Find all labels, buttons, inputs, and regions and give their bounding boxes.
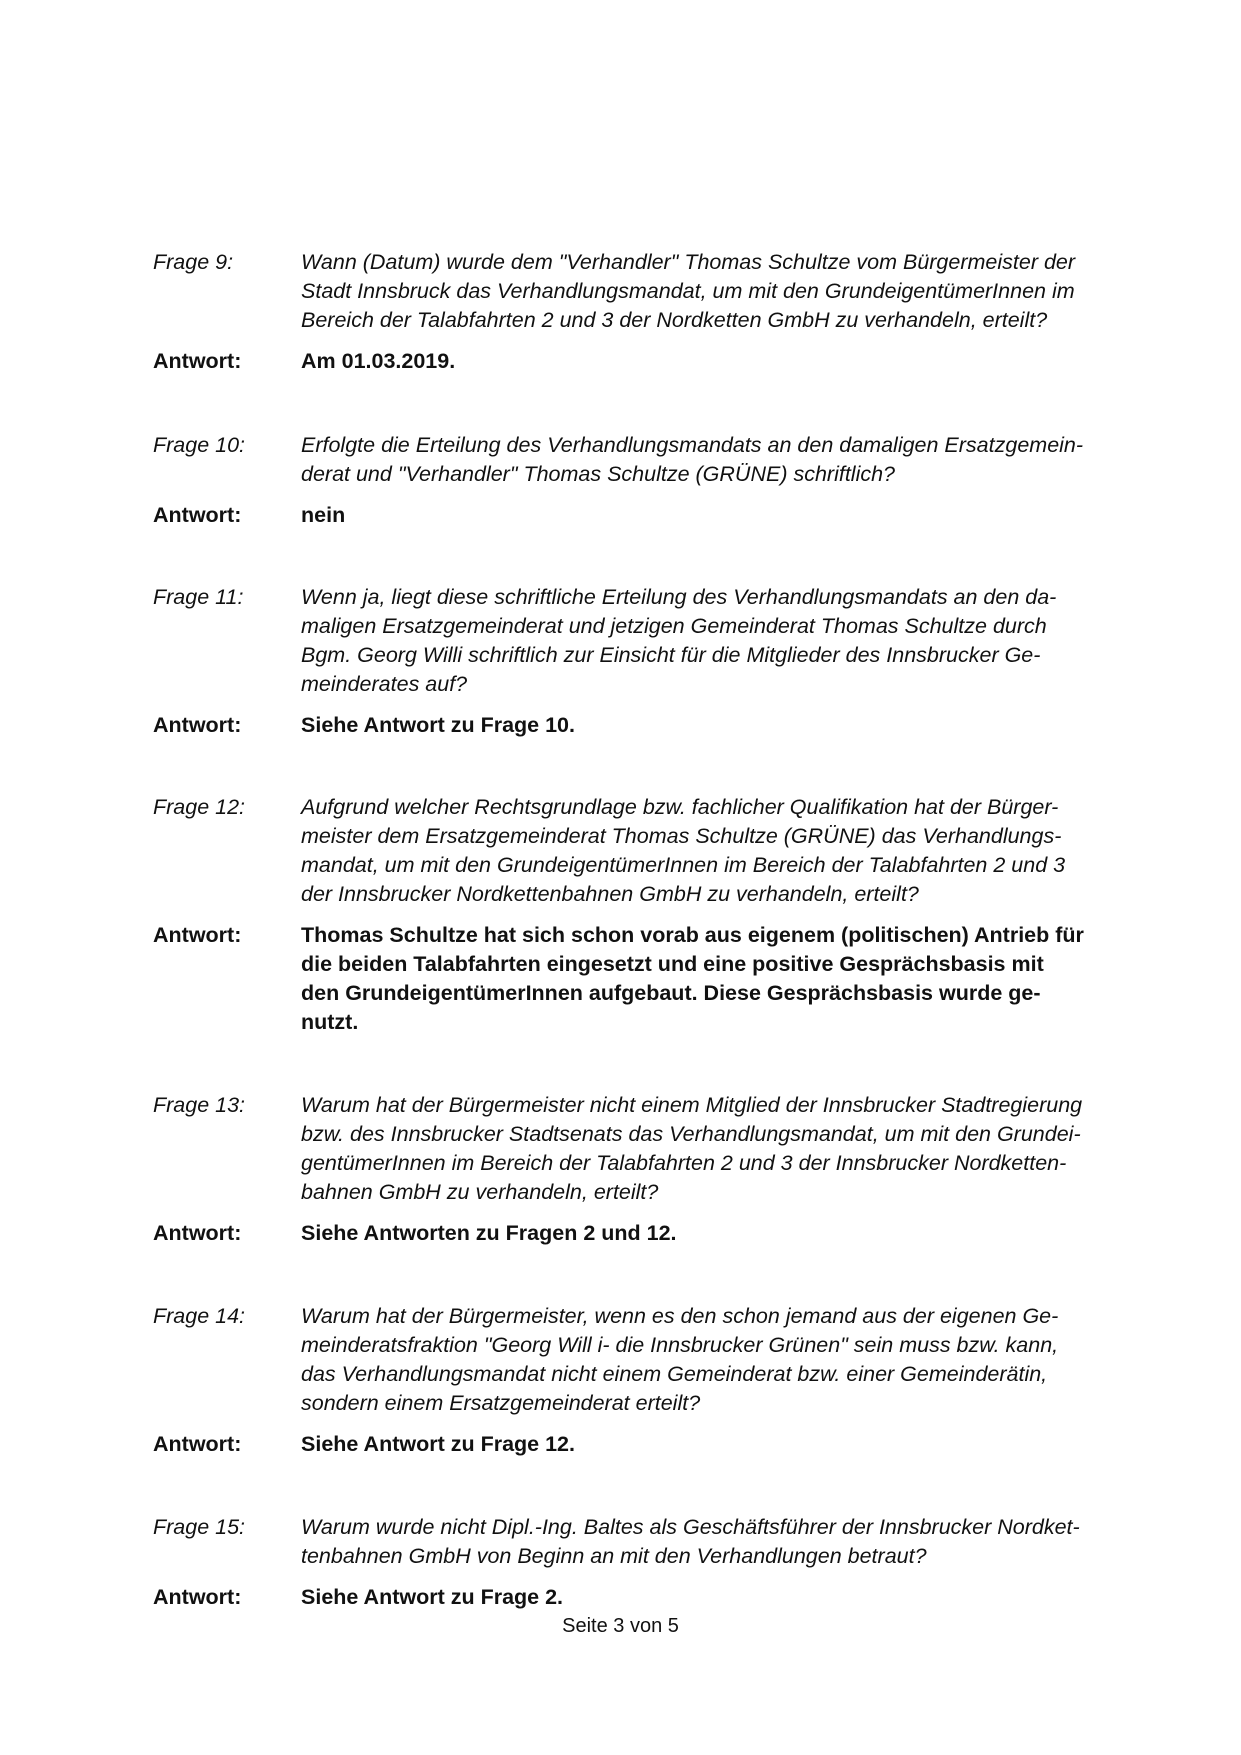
answer-label: Antwort:	[153, 1585, 242, 1609]
qa-block-frage-14	[153, 1302, 1143, 1459]
question-text	[301, 583, 1143, 699]
answer-line: Thomas Schultze hat sich schon vorab aus eigenem (politischen) Antrieb für	[301, 923, 1084, 947]
question-line: Stadt Innsbruck das Verhandlungsmandat, um mit den GrundeigentümerInnen im	[301, 279, 1075, 303]
answer-text	[301, 1219, 1143, 1248]
answer-line: Am 01.03.2019.	[301, 349, 456, 373]
answer-label: Antwort:	[153, 1221, 242, 1245]
question-line: Warum hat der Bürgermeister, wenn es den schon jemand aus der eigenen Ge-	[301, 1304, 1059, 1328]
answer-row	[153, 1583, 1143, 1612]
answer-row	[153, 1219, 1143, 1248]
answer-line: Siehe Antwort zu Frage 10.	[301, 713, 575, 737]
question-line: Wann (Datum) wurde dem "Verhandler" Thomas Schultze vom Bürgermeister der	[301, 250, 1076, 274]
question-row	[153, 1513, 1143, 1571]
answer-row	[153, 347, 1143, 376]
qa-block-frage-12	[153, 793, 1143, 1037]
qa-block-frage-13	[153, 1091, 1143, 1248]
question-text	[301, 1513, 1143, 1571]
question-row	[153, 1302, 1143, 1418]
answer-row	[153, 921, 1143, 1037]
question-line: sondern einem Ersatzgemeinderat erteilt?	[301, 1391, 701, 1415]
answer-line: die beiden Talabfahrten eingesetzt und eine positive Gesprächsbasis mit	[301, 952, 1044, 976]
question-line: das Verhandlungsmandat nicht einem Gemeinderat bzw. einer Gemeinderätin,	[301, 1362, 1048, 1386]
answer-row	[153, 711, 1143, 740]
question-line: gentümerInnen im Bereich der Talabfahrten 2 und 3 der Innsbrucker Nordketten-	[301, 1151, 1067, 1175]
question-line: maligen Ersatzgemeinderat und jetzigen Gemeinderat Thomas Schultze durch	[301, 614, 1047, 638]
answer-text	[301, 1583, 1143, 1612]
question-line: Warum hat der Bürgermeister nicht einem Mitglied der Innsbrucker Stadtregierung	[301, 1093, 1083, 1117]
answer-label: Antwort:	[153, 349, 242, 373]
answer-line: Siehe Antwort zu Frage 12.	[301, 1432, 575, 1456]
question-line: Erfolgte die Erteilung des Verhandlungsmandats an den damaligen Ersatzgemein-	[301, 433, 1084, 457]
question-text	[301, 431, 1143, 489]
question-line: bahnen GmbH zu verhandeln, erteilt?	[301, 1180, 659, 1204]
question-line: tenbahnen GmbH von Beginn an mit den Verhandlungen betraut?	[301, 1544, 927, 1568]
answer-line: den GrundeigentümerInnen aufgebaut. Diese Gesprächsbasis wurde ge-	[301, 981, 1041, 1005]
answer-label: Antwort:	[153, 1432, 242, 1456]
question-line: meinderates auf?	[301, 672, 468, 696]
page-number-footer: Seite 3 von 5	[562, 1615, 679, 1637]
qa-block-frage-10	[153, 431, 1143, 530]
question-line: mandat, um mit den GrundeigentümerInnen im Bereich der Talabfahrten 2 und 3	[301, 853, 1066, 877]
question-line: bzw. des Innsbrucker Stadtsenats das Verhandlungsmandat, um mit den Grundei-	[301, 1122, 1081, 1146]
answer-row	[153, 501, 1143, 530]
question-label: Frage 15:	[153, 1515, 246, 1539]
question-label: Frage 14:	[153, 1304, 246, 1328]
answer-text	[301, 1430, 1143, 1459]
answer-line: Siehe Antworten zu Fragen 2 und 12.	[301, 1221, 677, 1245]
answer-text	[301, 347, 1143, 376]
question-row	[153, 1091, 1143, 1207]
answer-row	[153, 1430, 1143, 1459]
answer-label: Antwort:	[153, 713, 242, 737]
question-line: Bgm. Georg Willi schriftlich zur Einsicht für die Mitglieder des Innsbrucker Ge-	[301, 643, 1041, 667]
question-line: Bereich der Talabfahrten 2 und 3 der Nordketten GmbH zu verhandeln, erteilt?	[301, 308, 1048, 332]
question-label: Frage 12:	[153, 795, 246, 819]
question-line: der Innsbrucker Nordkettenbahnen GmbH zu verhandeln, erteilt?	[301, 882, 919, 906]
question-label: Frage 13:	[153, 1093, 246, 1117]
question-label: Frage 11:	[153, 585, 244, 609]
question-line: Aufgrund welcher Rechtsgrundlage bzw. fachlicher Qualifikation hat der Bürger-	[301, 795, 1059, 819]
question-row	[153, 583, 1143, 699]
question-line: meinderatsfraktion "Georg Will i- die Innsbrucker Grünen" sein muss bzw. kann,	[301, 1333, 1059, 1357]
question-row	[153, 431, 1143, 489]
question-text	[301, 1091, 1143, 1207]
question-text	[301, 248, 1143, 335]
answer-line: nutzt.	[301, 1010, 359, 1034]
question-label: Frage 9:	[153, 250, 234, 274]
question-line: Wenn ja, liegt diese schriftliche Erteilung des Verhandlungsmandats an den da-	[301, 585, 1057, 609]
answer-text	[301, 711, 1143, 740]
answer-line: Siehe Antwort zu Frage 2.	[301, 1585, 564, 1609]
answer-text	[301, 921, 1143, 1037]
qa-block-frage-15	[153, 1513, 1143, 1612]
question-line: Warum wurde nicht Dipl.-Ing. Baltes als Geschäftsführer der Innsbrucker Nordket-	[301, 1515, 1080, 1539]
qa-block-frage-9	[153, 248, 1143, 376]
qa-block-frage-11	[153, 583, 1143, 740]
question-row	[153, 248, 1143, 335]
answer-label: Antwort:	[153, 923, 242, 947]
answer-text	[301, 501, 1143, 530]
question-row	[153, 793, 1143, 909]
question-line: derat und "Verhandler" Thomas Schultze (GRÜNE) schriftlich?	[301, 462, 896, 486]
answer-line: nein	[301, 503, 346, 527]
answer-label: Antwort:	[153, 503, 242, 527]
question-text	[301, 793, 1143, 909]
question-text	[301, 1302, 1143, 1418]
question-label: Frage 10:	[153, 433, 246, 457]
question-line: meister dem Ersatzgemeinderat Thomas Schultze (GRÜNE) das Verhandlungs-	[301, 824, 1062, 848]
